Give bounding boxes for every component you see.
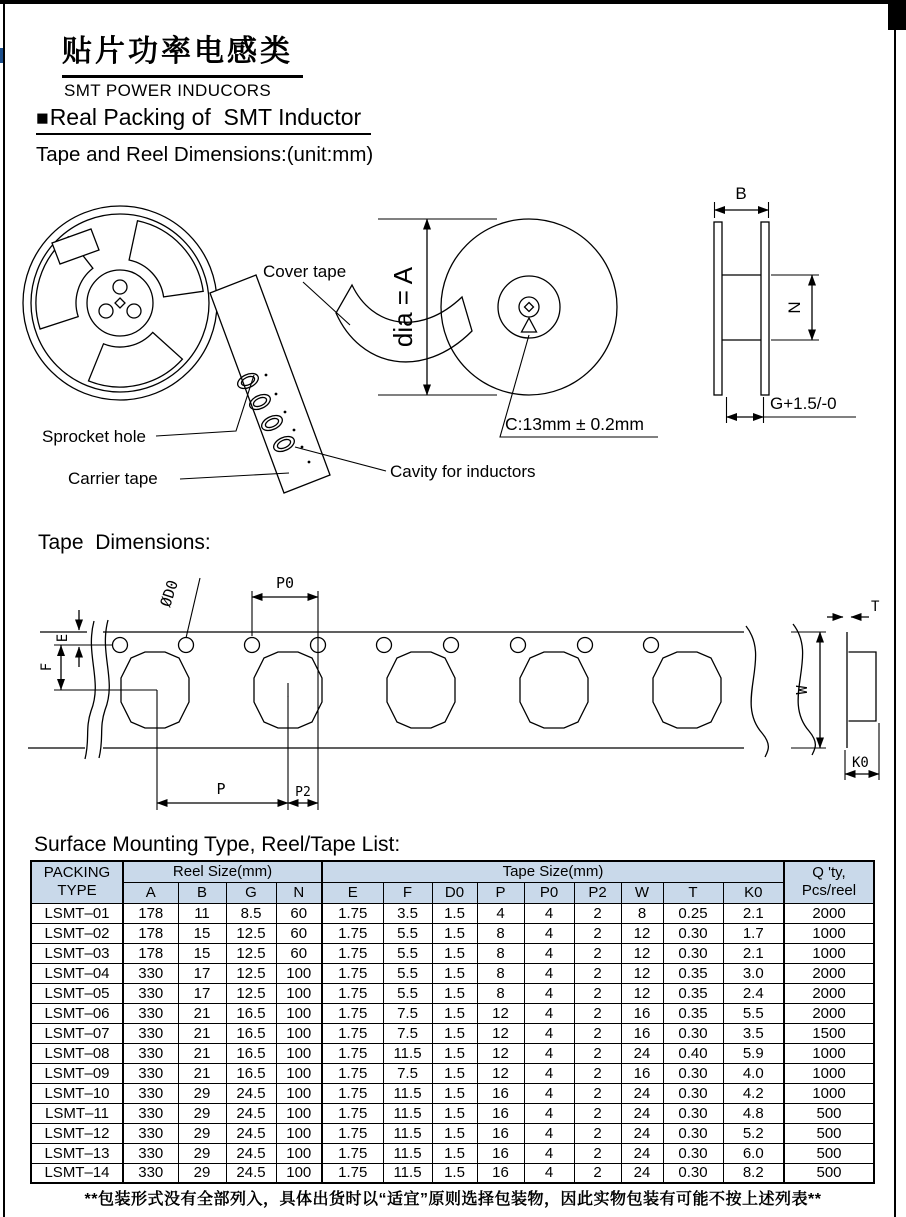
table-cell: 0.30 bbox=[663, 1123, 723, 1143]
table-row bbox=[31, 1043, 874, 1063]
sprocket-hole-label: Sprocket hole bbox=[42, 427, 146, 446]
table-cell: 2 bbox=[574, 903, 621, 923]
table-cell: 12 bbox=[621, 923, 663, 943]
cover-tape-label: Cover tape bbox=[263, 262, 347, 281]
table-cell: 0.35 bbox=[663, 1003, 723, 1023]
table-cell: 4 bbox=[477, 903, 524, 923]
qty-line2: Pcs/reel bbox=[801, 882, 857, 900]
table-cell: 24.5 bbox=[226, 1083, 276, 1103]
table-cell: 1.5 bbox=[432, 1123, 477, 1143]
table-cell: 0.30 bbox=[663, 1143, 723, 1163]
packing-type-cell: LSMT–02 bbox=[31, 923, 123, 943]
table-cell: 2 bbox=[574, 1043, 621, 1063]
table-cell: 17 bbox=[178, 963, 226, 983]
table-cell: 2000 bbox=[784, 1003, 874, 1023]
group-header-tape-size: Tape Size(mm) bbox=[322, 861, 784, 882]
table-row bbox=[31, 1103, 874, 1123]
table-cell: 24.5 bbox=[226, 1143, 276, 1163]
table-cell: 0.30 bbox=[663, 1063, 723, 1083]
table-cell: 4.8 bbox=[723, 1103, 784, 1123]
table-cell: 12 bbox=[477, 1023, 524, 1043]
table-cell: 5.2 bbox=[723, 1123, 784, 1143]
table-cell: 2000 bbox=[784, 903, 874, 923]
section-heading-label: Real Packing of SMT Inductor bbox=[49, 104, 362, 130]
table-cell: 500 bbox=[784, 1143, 874, 1163]
table-row bbox=[31, 1023, 874, 1043]
table-cell: 16.5 bbox=[226, 1023, 276, 1043]
table-cell: 2 bbox=[574, 1103, 621, 1123]
table-cell: 0.35 bbox=[663, 983, 723, 1003]
table-cell: 500 bbox=[784, 1103, 874, 1123]
table-cell: 1.5 bbox=[432, 1043, 477, 1063]
table-cell: 12 bbox=[621, 963, 663, 983]
table-cell: 0.30 bbox=[663, 1083, 723, 1103]
table-cell: 0.30 bbox=[663, 923, 723, 943]
table-cell: 4 bbox=[524, 1003, 574, 1023]
table-cell: 100 bbox=[276, 1103, 322, 1123]
table-cell: 2 bbox=[574, 1083, 621, 1103]
f-dim-label: F bbox=[39, 662, 55, 672]
table-cell: 12 bbox=[477, 1003, 524, 1023]
table-cell: 1.5 bbox=[432, 1083, 477, 1103]
table-cell: 8 bbox=[621, 903, 663, 923]
table-cell: 16 bbox=[477, 1123, 524, 1143]
table-cell: 2 bbox=[574, 1143, 621, 1163]
table-cell: 2 bbox=[574, 1163, 621, 1183]
table-cell: 330 bbox=[123, 1163, 178, 1183]
table-cell: 5.5 bbox=[383, 983, 432, 1003]
table-cell: 0.30 bbox=[663, 943, 723, 963]
g-dim-label: G+1.5/-0 bbox=[770, 394, 837, 413]
table-cell: 24 bbox=[621, 1123, 663, 1143]
table-cell: 1.75 bbox=[322, 1103, 383, 1123]
section-bullet-icon: ■ bbox=[36, 107, 49, 130]
table-row bbox=[31, 943, 874, 963]
table-cell: 8.2 bbox=[723, 1163, 784, 1183]
table-cell: 330 bbox=[123, 1003, 178, 1023]
table-cell: 330 bbox=[123, 1123, 178, 1143]
table-cell: 16 bbox=[477, 1083, 524, 1103]
table-cell: 1.5 bbox=[432, 903, 477, 923]
table-cell: 4 bbox=[524, 1023, 574, 1043]
table-cell: 2.4 bbox=[723, 983, 784, 1003]
table-cell: 12 bbox=[477, 1043, 524, 1063]
table-sub-header-row bbox=[31, 882, 874, 903]
table-cell: 11.5 bbox=[383, 1083, 432, 1103]
table-cell: 100 bbox=[276, 1083, 322, 1103]
table-cell: 1.5 bbox=[432, 1103, 477, 1123]
table-cell: 8 bbox=[477, 983, 524, 1003]
p0-dim-label: P0 bbox=[275, 574, 295, 592]
table-cell: 330 bbox=[123, 1043, 178, 1063]
table-cell: 330 bbox=[123, 1143, 178, 1163]
table-cell: 6.0 bbox=[723, 1143, 784, 1163]
table-cell: 16 bbox=[621, 1003, 663, 1023]
page-border-top bbox=[0, 0, 906, 4]
table-cell: 2.1 bbox=[723, 943, 784, 963]
table-cell: 12.5 bbox=[226, 923, 276, 943]
table-cell: 2 bbox=[574, 1023, 621, 1043]
table-cell: 24 bbox=[621, 1163, 663, 1183]
table-cell: 0.30 bbox=[663, 1163, 723, 1183]
table-cell: 60 bbox=[276, 943, 322, 963]
table-cell: 0.30 bbox=[663, 1103, 723, 1123]
table-cell: 24.5 bbox=[226, 1123, 276, 1143]
t-dim-label: T bbox=[871, 599, 880, 615]
table-cell: 3.0 bbox=[723, 963, 784, 983]
table-cell: 24 bbox=[621, 1103, 663, 1123]
packing-type-line2: TYPE bbox=[57, 882, 97, 900]
table-cell: 100 bbox=[276, 1043, 322, 1063]
packing-type-cell: LSMT–14 bbox=[31, 1163, 123, 1183]
reel-label-sticker bbox=[52, 229, 99, 264]
table-cell: 0.30 bbox=[663, 1023, 723, 1043]
table-cell: 178 bbox=[123, 903, 178, 923]
table-cell: 21 bbox=[178, 1023, 226, 1043]
table-cell: 178 bbox=[123, 923, 178, 943]
table-row bbox=[31, 1143, 874, 1163]
table-cell: 1.75 bbox=[322, 963, 383, 983]
table-cell: 1.5 bbox=[432, 1143, 477, 1163]
table-cell: 29 bbox=[178, 1083, 226, 1103]
table-cell: 1.75 bbox=[322, 1143, 383, 1163]
table-cell: 4 bbox=[524, 1143, 574, 1163]
tape-reel-dimensions-heading: Tape and Reel Dimensions:(unit:mm) bbox=[36, 143, 374, 166]
table-cell: 100 bbox=[276, 1163, 322, 1183]
tape-dimensions bbox=[39, 574, 318, 810]
table-cell: 330 bbox=[123, 1063, 178, 1083]
section-heading bbox=[36, 104, 371, 135]
table-row bbox=[31, 1083, 874, 1103]
table-cell: 5.9 bbox=[723, 1043, 784, 1063]
table-cell: 21 bbox=[178, 1043, 226, 1063]
table-cell: 100 bbox=[276, 1003, 322, 1023]
table-cell: 60 bbox=[276, 923, 322, 943]
table-cell: 0.25 bbox=[663, 903, 723, 923]
cavity-label: Cavity for inductors bbox=[390, 462, 536, 481]
table-cell: 1.75 bbox=[322, 1063, 383, 1083]
col-header-b: B bbox=[178, 882, 226, 903]
packing-type-cell: LSMT–01 bbox=[31, 903, 123, 923]
footnote: **包装形式没有全部列入，具体出货时以“适宜”原则选择包装物，因此实物包装有可能不按上述列表** bbox=[84, 1191, 822, 1208]
col-header-k0: K0 bbox=[723, 882, 784, 903]
table-cell: 12 bbox=[621, 983, 663, 1003]
table-cell: 29 bbox=[178, 1103, 226, 1123]
n-dim-label: N bbox=[785, 301, 804, 314]
col-header-n: N bbox=[276, 882, 322, 903]
table-cell: 1.5 bbox=[432, 963, 477, 983]
table-cell: 1.75 bbox=[322, 903, 383, 923]
table-cell: 16.5 bbox=[226, 1043, 276, 1063]
table-cell: 2000 bbox=[784, 983, 874, 1003]
col-header-packing-type bbox=[31, 861, 123, 903]
table-cell: 4 bbox=[524, 1063, 574, 1083]
table-cell: 60 bbox=[276, 903, 322, 923]
table-cell: 5.5 bbox=[383, 963, 432, 983]
table-body bbox=[31, 903, 874, 1183]
table-cell: 16 bbox=[477, 1143, 524, 1163]
table-cell: 2 bbox=[574, 923, 621, 943]
table-cell: 21 bbox=[178, 1003, 226, 1023]
packing-type-cell: LSMT–11 bbox=[31, 1103, 123, 1123]
table-cell: 2 bbox=[574, 1003, 621, 1023]
table-cell: 1.75 bbox=[322, 1123, 383, 1143]
table-cell: 3.5 bbox=[383, 903, 432, 923]
tape-diagram bbox=[0, 563, 906, 825]
table-cell: 12 bbox=[477, 1063, 524, 1083]
table-cell: 1.75 bbox=[322, 1003, 383, 1023]
table-cell: 1.5 bbox=[432, 1163, 477, 1183]
table-cell: 100 bbox=[276, 1123, 322, 1143]
group-header-reel-size: Reel Size(mm) bbox=[123, 861, 322, 882]
table-cell: 7.5 bbox=[383, 1003, 432, 1023]
table-cell: 3.5 bbox=[723, 1023, 784, 1043]
packing-type-cell: LSMT–12 bbox=[31, 1123, 123, 1143]
carrier-tape-label: Carrier tape bbox=[68, 469, 158, 488]
table-cell: 330 bbox=[123, 1103, 178, 1123]
col-header-p0: P0 bbox=[524, 882, 574, 903]
table-cell: 330 bbox=[123, 1023, 178, 1043]
p2-dim-label: P2 bbox=[295, 785, 311, 800]
table-cell: 4.2 bbox=[723, 1083, 784, 1103]
table-cell: 4 bbox=[524, 1103, 574, 1123]
table-cell: 1000 bbox=[784, 943, 874, 963]
col-header-w: W bbox=[621, 882, 663, 903]
table-cell: 1.5 bbox=[432, 943, 477, 963]
d0-dim-label: ØD0 bbox=[156, 577, 182, 610]
packing-type-cell: LSMT–09 bbox=[31, 1063, 123, 1083]
col-header-g: G bbox=[226, 882, 276, 903]
col-header-f: F bbox=[383, 882, 432, 903]
w-dim-label: W bbox=[793, 685, 811, 695]
table-cell: 1000 bbox=[784, 1043, 874, 1063]
table-row bbox=[31, 1163, 874, 1183]
table-cell: 12.5 bbox=[226, 983, 276, 1003]
table-cell: 1.75 bbox=[322, 1043, 383, 1063]
table-cell: 11 bbox=[178, 903, 226, 923]
table-cell: 4 bbox=[524, 903, 574, 923]
table-cell: 12 bbox=[621, 943, 663, 963]
table-cell: 330 bbox=[123, 963, 178, 983]
table-cell: 5.5 bbox=[383, 943, 432, 963]
table-cell: 5.5 bbox=[723, 1003, 784, 1023]
tape-cross-section bbox=[793, 599, 880, 780]
table-cell: 1.75 bbox=[322, 1163, 383, 1183]
table-cell: 100 bbox=[276, 1143, 322, 1163]
table-cell: 1.5 bbox=[432, 983, 477, 1003]
table-cell: 1.5 bbox=[432, 1023, 477, 1043]
table-cell: 2 bbox=[574, 943, 621, 963]
table-cell: 330 bbox=[123, 1083, 178, 1103]
table-cell: 2 bbox=[574, 1123, 621, 1143]
col-header-t: T bbox=[663, 882, 723, 903]
table-cell: 16 bbox=[477, 1103, 524, 1123]
col-header-a: A bbox=[123, 882, 178, 903]
table-cell: 29 bbox=[178, 1143, 226, 1163]
table-cell: 1.75 bbox=[322, 943, 383, 963]
table-cell: 4 bbox=[524, 1123, 574, 1143]
e-dim-label: E bbox=[55, 633, 71, 643]
table-cell: 2.1 bbox=[723, 903, 784, 923]
reel-tape-table bbox=[30, 860, 875, 1184]
table-cell: 8 bbox=[477, 943, 524, 963]
table-cell: 2000 bbox=[784, 963, 874, 983]
table-cell: 500 bbox=[784, 1123, 874, 1143]
table-cell: 12.5 bbox=[226, 943, 276, 963]
table-row bbox=[31, 1003, 874, 1023]
page-title-zh: 贴片功率电感类 bbox=[62, 26, 303, 78]
table-cell: 1.5 bbox=[432, 923, 477, 943]
table-cell: 29 bbox=[178, 1123, 226, 1143]
table-cell: 2 bbox=[574, 963, 621, 983]
table-cell: 11.5 bbox=[383, 1163, 432, 1183]
hub-c-label: C:13mm ± 0.2mm bbox=[505, 414, 644, 434]
reel-side-view bbox=[714, 184, 856, 423]
table-cell: 16 bbox=[621, 1063, 663, 1083]
table-cell: 1000 bbox=[784, 1083, 874, 1103]
table-cell: 0.40 bbox=[663, 1043, 723, 1063]
table-cell: 1.75 bbox=[322, 923, 383, 943]
tape-dimensions-heading: Tape Dimensions: bbox=[38, 531, 211, 554]
packing-type-cell: LSMT–05 bbox=[31, 983, 123, 1003]
k0-dim-label: K0 bbox=[852, 755, 869, 771]
table-cell: 11.5 bbox=[383, 1043, 432, 1063]
table-cell: 100 bbox=[276, 1023, 322, 1043]
table-cell: 100 bbox=[276, 983, 322, 1003]
reel-front-view bbox=[23, 206, 217, 400]
col-header-e: E bbox=[322, 882, 383, 903]
table-row bbox=[31, 923, 874, 943]
table-cell: 15 bbox=[178, 923, 226, 943]
p-dim-label: P bbox=[216, 780, 226, 798]
table-cell: 4 bbox=[524, 983, 574, 1003]
table-cell: 1.5 bbox=[432, 1003, 477, 1023]
table-cell: 24 bbox=[621, 1083, 663, 1103]
table-row bbox=[31, 1123, 874, 1143]
page-title-en: SMT POWER INDUCORS bbox=[64, 81, 272, 100]
table-cell: 1000 bbox=[784, 923, 874, 943]
table-cell: 1.75 bbox=[322, 1023, 383, 1043]
table-cell: 4 bbox=[524, 1043, 574, 1063]
table-cell: 29 bbox=[178, 1163, 226, 1183]
table-cell: 24.5 bbox=[226, 1103, 276, 1123]
edge-tab-blue bbox=[0, 48, 3, 63]
packing-type-cell: LSMT–13 bbox=[31, 1143, 123, 1163]
table-cell: 100 bbox=[276, 1063, 322, 1083]
table-cell: 8 bbox=[477, 963, 524, 983]
table-cell: 1.7 bbox=[723, 923, 784, 943]
sprocket-hole-leader bbox=[156, 375, 254, 436]
table-cell: 17 bbox=[178, 983, 226, 1003]
table-cell: 1.75 bbox=[322, 983, 383, 1003]
table-cell: 330 bbox=[123, 983, 178, 1003]
table-cell: 4 bbox=[524, 1083, 574, 1103]
table-cell: 4 bbox=[524, 943, 574, 963]
table-cell: 16 bbox=[621, 1023, 663, 1043]
table-cell: 21 bbox=[178, 1063, 226, 1083]
table-cell: 15 bbox=[178, 943, 226, 963]
table-cell: 500 bbox=[784, 1163, 874, 1183]
table-cell: 12.5 bbox=[226, 963, 276, 983]
col-header-p2: P2 bbox=[574, 882, 621, 903]
dia-a-label: dia = A bbox=[388, 266, 418, 348]
table-cell: 7.5 bbox=[383, 1063, 432, 1083]
table-cell: 2 bbox=[574, 983, 621, 1003]
table-cell: 24 bbox=[621, 1143, 663, 1163]
table-cell: 1500 bbox=[784, 1023, 874, 1043]
table-cell: 24.5 bbox=[226, 1163, 276, 1183]
table-cell: 1000 bbox=[784, 1063, 874, 1083]
table-cell: 100 bbox=[276, 963, 322, 983]
col-header-p: P bbox=[477, 882, 524, 903]
packing-type-cell: LSMT–07 bbox=[31, 1023, 123, 1043]
table-row bbox=[31, 903, 874, 923]
packing-type-line1: PACKING bbox=[43, 863, 111, 881]
table-cell: 4 bbox=[524, 1163, 574, 1183]
table-heading: Surface Mounting Type, Reel/Tape List: bbox=[34, 833, 401, 856]
table-cell: 24 bbox=[621, 1043, 663, 1063]
table-cell: 4 bbox=[524, 963, 574, 983]
packing-type-cell: LSMT–06 bbox=[31, 1003, 123, 1023]
reel-diagram bbox=[0, 185, 906, 520]
table-cell: 178 bbox=[123, 943, 178, 963]
packing-type-cell: LSMT–08 bbox=[31, 1043, 123, 1063]
table-cell: 1.75 bbox=[322, 1083, 383, 1103]
table-cell: 11.5 bbox=[383, 1143, 432, 1163]
packing-type-cell: LSMT–04 bbox=[31, 963, 123, 983]
col-header-qty bbox=[784, 861, 874, 903]
table-cell: 4 bbox=[524, 923, 574, 943]
table-row bbox=[31, 983, 874, 1003]
table-cell: 2 bbox=[574, 1063, 621, 1083]
page-corner-mark bbox=[888, 0, 906, 30]
table-cell: 1.5 bbox=[432, 1063, 477, 1083]
table-cell: 11.5 bbox=[383, 1103, 432, 1123]
table-cell: 16.5 bbox=[226, 1003, 276, 1023]
table-cell: 16.5 bbox=[226, 1063, 276, 1083]
table-cell: 8 bbox=[477, 923, 524, 943]
table-row bbox=[31, 963, 874, 983]
table-cell: 0.35 bbox=[663, 963, 723, 983]
carrier-tape-leader bbox=[180, 473, 289, 479]
table-cell: 7.5 bbox=[383, 1023, 432, 1043]
table-cell: 4.0 bbox=[723, 1063, 784, 1083]
table-cell: 16 bbox=[477, 1163, 524, 1183]
table-group-header-row bbox=[31, 861, 874, 882]
table-row bbox=[31, 1063, 874, 1083]
packing-type-cell: LSMT–10 bbox=[31, 1083, 123, 1103]
qty-line1: Q 'ty, bbox=[812, 863, 846, 881]
table-cell: 8.5 bbox=[226, 903, 276, 923]
packing-type-cell: LSMT–03 bbox=[31, 943, 123, 963]
table-cell: 5.5 bbox=[383, 923, 432, 943]
carrier-tape-band bbox=[210, 275, 330, 493]
col-header-d0: D0 bbox=[432, 882, 477, 903]
table-cell: 11.5 bbox=[383, 1123, 432, 1143]
b-dim-label: B bbox=[735, 184, 747, 203]
